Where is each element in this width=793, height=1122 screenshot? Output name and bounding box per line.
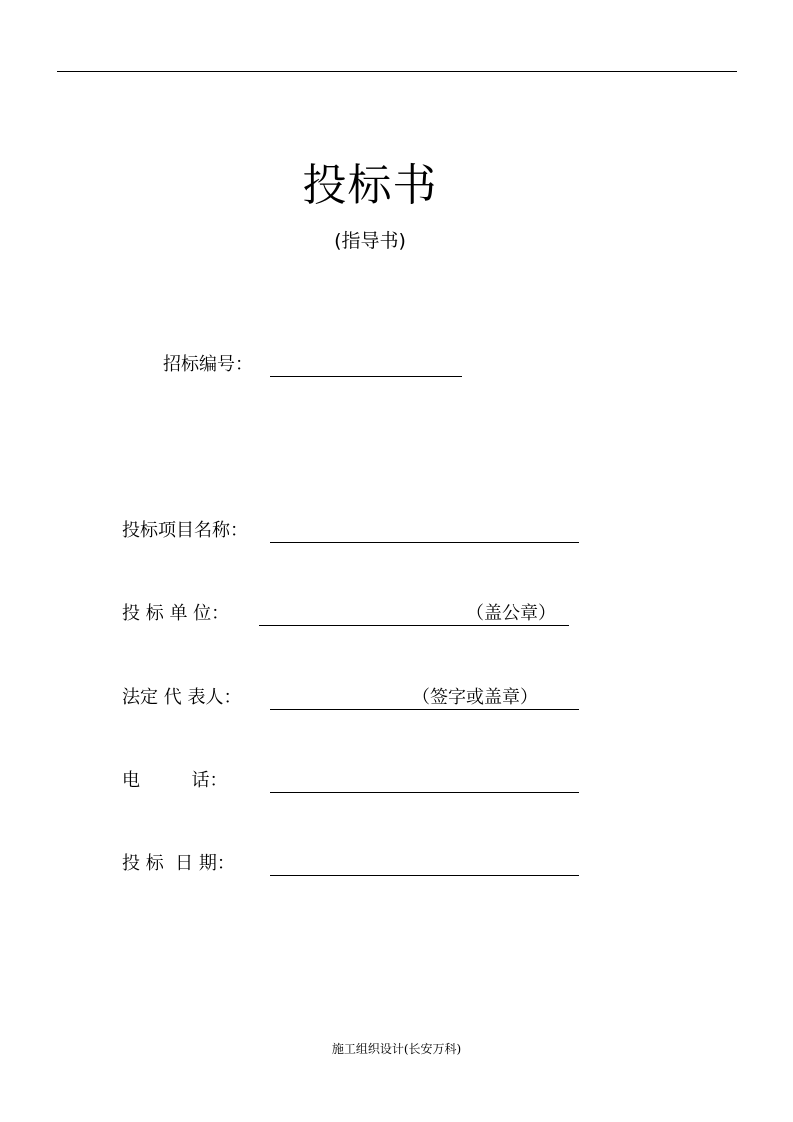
document-subtitle: (指导书) bbox=[334, 230, 406, 252]
header-rule bbox=[57, 71, 737, 72]
project-name-label: 投标项目名称： bbox=[122, 520, 248, 541]
phone-field[interactable] bbox=[270, 792, 579, 793]
bid-date-field[interactable] bbox=[270, 875, 579, 876]
tender-number-label: 招标编号： bbox=[163, 354, 253, 375]
legal-rep-label: 法定 代 表人： bbox=[122, 687, 242, 708]
legal-rep-sign-note: （签字或盖章） bbox=[412, 687, 538, 708]
phone-label: 电 话： bbox=[122, 770, 228, 791]
page-footer: 施工组织设计(长安万科) bbox=[331, 1042, 462, 1056]
project-name-field[interactable] bbox=[270, 542, 579, 543]
tender-number-field[interactable] bbox=[270, 376, 462, 377]
document-title: 投标书 bbox=[302, 160, 438, 211]
bidder-unit-seal-note: （盖公章） bbox=[466, 603, 556, 624]
bidder-unit-label: 投 标 单 位： bbox=[122, 603, 230, 624]
bid-date-label: 投 标 日 期： bbox=[122, 853, 235, 874]
